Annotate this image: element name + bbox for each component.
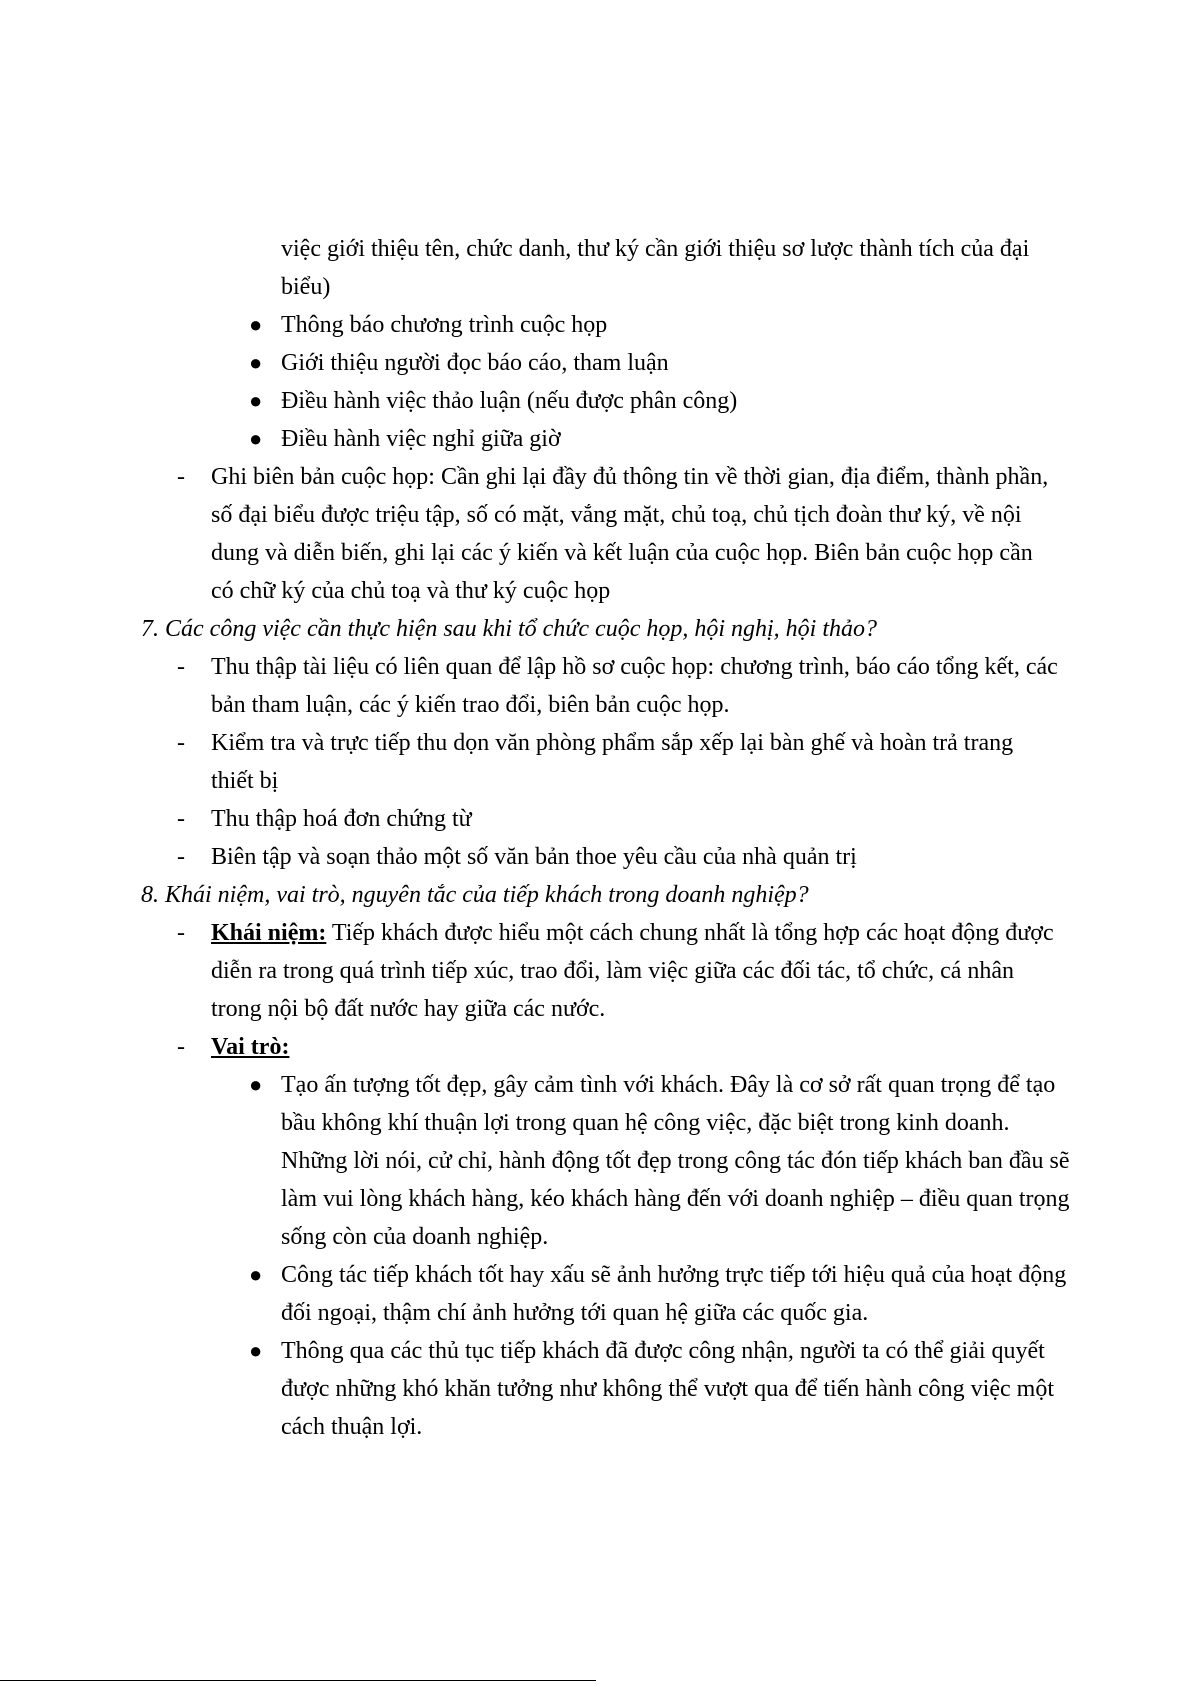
- dash-item: [177, 724, 1061, 800]
- bullet-marker: ●: [249, 350, 263, 375]
- bullet-item: [249, 1332, 1071, 1446]
- dash-marker: -: [177, 920, 185, 946]
- dash-item: [177, 648, 1061, 724]
- bullet-item: [249, 1066, 1071, 1256]
- dash-marker: -: [177, 806, 185, 832]
- page-content: [0, 230, 1191, 1446]
- concept-text: Tiếp khách được hiểu một cách chung nhất là tổng hợp các hoạt động được diễn ra trong quá trình tiếp xúc, trao đổi, làm việc giữa các đối tác, tổ chức, cá nhân trong nội bộ đất nước hay giữa các nước.: [211, 920, 1054, 1022]
- dash-item-text: Kiểm tra và trực tiếp thu dọn văn phòng phẩm sắp xếp lại bàn ghế và hoàn trả trang thiết bị: [211, 730, 1014, 794]
- bullet-marker: ●: [249, 1262, 263, 1287]
- bullet-text: Giới thiệu người đọc báo cáo, tham luận: [281, 350, 669, 376]
- bullet-continuation: việc giới thiệu tên, chức danh, thư ký cần giới thiệu sơ lược thành tích của đại biểu): [281, 236, 1030, 300]
- dash-marker: -: [177, 844, 185, 870]
- bullet-text: Thông báo chương trình cuộc họp: [281, 312, 608, 338]
- section-7-heading: 7. Các công việc cần thực hiện sau khi tổ chức cuộc họp, hội nghị, hội thảo?: [141, 616, 878, 642]
- dash-marker: -: [177, 730, 185, 756]
- bullet-text: Tạo ấn tượng tốt đẹp, gây cảm tình với khách. Đây là cơ sở rất quan trọng để tạo bầu không khí thuận lợi trong quan hệ công việc, đặc biệt trong kinh doanh. Những lời nói, cử chỉ, hành động tốt đẹp trong công tác đón tiếp khách ban đầu sẽ làm vui lòng khách hàng, kéo khách hàng đến với doanh nghiệp – điều quan trọng sống còn của doanh nghiệp.: [281, 1072, 1070, 1250]
- footer-rule: [0, 1680, 596, 1681]
- dash-item: [177, 838, 1061, 876]
- bullet-marker: ●: [249, 388, 263, 413]
- dash-item-text: Thu thập hoá đơn chứng từ: [211, 806, 472, 832]
- bullet-text: Điều hành việc thảo luận (nếu được phân công): [281, 388, 738, 414]
- bullet-text: Điều hành việc nghỉ giữa giờ: [281, 426, 561, 452]
- dash-marker: -: [177, 1034, 185, 1060]
- bullet-item: [249, 306, 1071, 344]
- dash-item: [177, 800, 1061, 838]
- concept-label: Khái niệm:: [211, 920, 327, 946]
- dash-item-text: Ghi biên bản cuộc họp: Cần ghi lại đầy đủ thông tin về thời gian, địa điểm, thành phần, số đại biểu được triệu tập, số có mặt, vắng mặt, chủ toạ, chủ tịch đoàn thư ký, về nội dung và diễn biến, ghi lại các ý kiến và kết luận của cuộc họp. Biên bản cuộc họp cần có chữ ký của chủ toạ và thư ký cuộc họp: [211, 464, 1049, 604]
- section-8-heading: 8. Khái niệm, vai trò, nguyên tắc của tiếp khách trong doanh nghiệp?: [141, 882, 809, 908]
- bullet-item: [249, 344, 1071, 382]
- role-label: Vai trò:: [211, 1034, 290, 1060]
- bullet-text: Thông qua các thủ tục tiếp khách đã được công nhận, người ta có thể giải quyết được những khó khăn tưởng như không thể vượt qua để tiến hành công việc một cách thuận lợi.: [281, 1338, 1054, 1440]
- dash-item-concept: [177, 914, 1061, 1028]
- dash-item-minutes: [177, 458, 1061, 610]
- bullet-marker: ●: [249, 426, 263, 451]
- dash-marker: -: [177, 464, 185, 490]
- bullet-text: Công tác tiếp khách tốt hay xấu sẽ ảnh hưởng trực tiếp tới hiệu quả của hoạt động đối ngoại, thậm chí ảnh hưởng tới quan hệ giữa các quốc gia.: [281, 1262, 1067, 1326]
- dash-item-text: Thu thập tài liệu có liên quan để lập hồ sơ cuộc họp: chương trình, báo cáo tổng kết, các bản tham luận, các ý kiến trao đổi, biên bản cuộc họp.: [211, 654, 1058, 718]
- dash-item-text: Biên tập và soạn thảo một số văn bản thoe yêu cầu của nhà quản trị: [211, 844, 857, 870]
- dash-item-role: [177, 1028, 1061, 1066]
- dash-marker: -: [177, 654, 185, 680]
- bullet-item: [249, 420, 1071, 458]
- bullet-marker: ●: [249, 1338, 263, 1363]
- bullet-marker: ●: [249, 312, 263, 337]
- bullet-item: [249, 382, 1071, 420]
- bullet-item: [249, 1256, 1071, 1332]
- bullet-marker: ●: [249, 1072, 263, 1097]
